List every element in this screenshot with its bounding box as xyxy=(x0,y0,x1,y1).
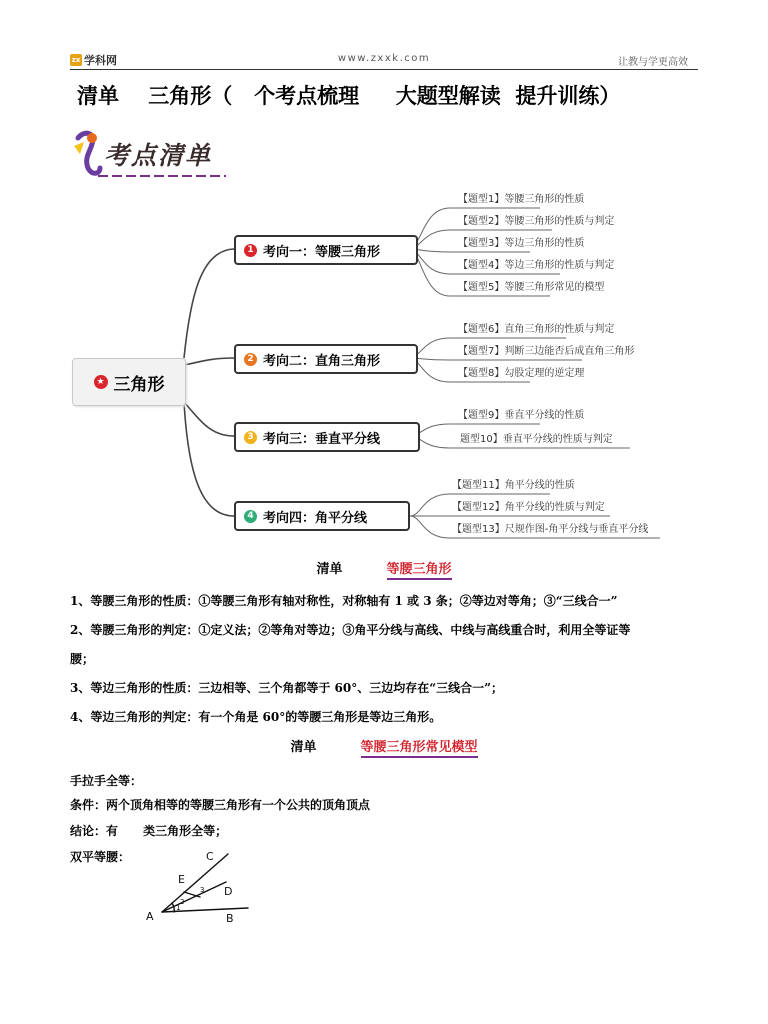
label-c: C xyxy=(206,850,214,863)
leaf-item[interactable]: 【题型13】尺规作图-角平分线与垂直平分线 xyxy=(452,524,649,535)
branch-1[interactable] xyxy=(234,235,418,265)
leaf-item[interactable]: 【题型3】等边三角形的性质 xyxy=(458,238,585,249)
angle-figure xyxy=(140,846,250,926)
leaf-item[interactable]: 【题型6】直角三角形的性质与判定 xyxy=(458,324,615,335)
point-3: 3、等边三角形的性质：三边相等、三个角都等于 60°、三边均存在“三线合一”； xyxy=(70,681,504,695)
star-icon: ★ xyxy=(94,375,108,389)
mindmap-root[interactable] xyxy=(72,358,186,406)
branch-4[interactable] xyxy=(234,501,410,531)
leaf-item[interactable]: 【题型4】等边三角形的性质与判定 xyxy=(458,260,615,271)
section-label: 清单 xyxy=(316,562,343,577)
branch-label: 考向四：角平分线 xyxy=(263,510,368,526)
header-divider xyxy=(70,69,698,70)
point-2: 2、等腰三角形的判定：①定义法；②等角对等边；③角平分线与高线、中线与高线重合时，利用全等证等 xyxy=(70,623,631,637)
point-1: 1、等腰三角形的性质：①等腰三角形有轴对称性，对称轴有 1 或 3 条；②等边对等角；③“三线合一” xyxy=(70,594,618,608)
leaf-item[interactable]: 【题型9】垂直平分线的性质 xyxy=(458,410,585,421)
leaf-item[interactable]: 【题型8】勾股定理的逆定理 xyxy=(458,368,585,379)
page-title: 清单 三角形（ 个考点梳理 大题型解读 提升训练） xyxy=(77,84,621,108)
section-label: 清单 xyxy=(290,740,317,755)
leaf-item[interactable]: 【题型5】等腰三角形常见的模型 xyxy=(458,282,605,293)
branch-label: 考向二：直角三角形 xyxy=(263,353,381,369)
leaf-item[interactable]: 【题型11】角平分线的性质 xyxy=(452,480,575,491)
logo-mark-icon: zx xyxy=(71,56,81,64)
label-angle-2: 2 xyxy=(180,898,185,906)
logo-text: 学科网 xyxy=(84,54,117,67)
banner-title: 考点清单 xyxy=(104,141,213,170)
section-heading-1 xyxy=(0,558,768,577)
leaf-item[interactable]: 【题型12】角平分线的性质与判定 xyxy=(452,502,605,513)
label-b: B xyxy=(226,912,234,925)
point-4: 4、等边三角形的判定：有一个角是 60°的等腰三角形是等边三角形。 xyxy=(70,710,442,724)
label-angle-1: 1 xyxy=(176,904,181,912)
number-badge-icon: 3 xyxy=(244,431,257,444)
header-url: www.zxxk.com xyxy=(337,53,431,64)
leaf-item[interactable]: 【题型1】等腰三角形的性质 xyxy=(458,194,585,205)
model-name: 手拉手全等： xyxy=(70,774,143,788)
branch-label: 考向一：等腰三角形 xyxy=(263,244,381,260)
number-badge-icon: 4 xyxy=(244,510,257,523)
leaf-item[interactable]: 题型10】垂直平分线的性质与判定 xyxy=(460,434,613,445)
branch-label: 考向三：垂直平分线 xyxy=(263,431,381,447)
label-a: A xyxy=(146,910,154,923)
label-angle-3: 3 xyxy=(200,886,205,894)
model-condition: 条件：两个顶角相等的等腰三角形有一个公共的顶角顶点 xyxy=(70,798,371,812)
section-title: 等腰三角形常见模型 xyxy=(361,740,478,758)
label-d: D xyxy=(224,885,233,898)
header-slogan: 让教与学更高效 xyxy=(618,57,688,68)
leaf-item[interactable]: 【题型2】等腰三角形的性质与判定 xyxy=(458,216,615,227)
leaf-item[interactable]: 【题型7】判断三边能否后成直角三角形 xyxy=(458,346,635,357)
branch-2[interactable] xyxy=(234,344,418,374)
point-2-continued: 腰； xyxy=(70,652,95,666)
number-badge-icon: 1 xyxy=(244,244,257,257)
model-conclusion: 结论：有 类三角形全等； xyxy=(70,824,228,838)
mindmap-root-label: 三角形 xyxy=(113,374,165,395)
label-e: E xyxy=(178,873,185,886)
model-next: 双平等腰： xyxy=(70,850,131,864)
number-badge-icon: 2 xyxy=(244,353,257,366)
branch-3[interactable] xyxy=(234,422,420,452)
section-heading-2 xyxy=(0,736,768,755)
section-title: 等腰三角形 xyxy=(387,562,452,580)
